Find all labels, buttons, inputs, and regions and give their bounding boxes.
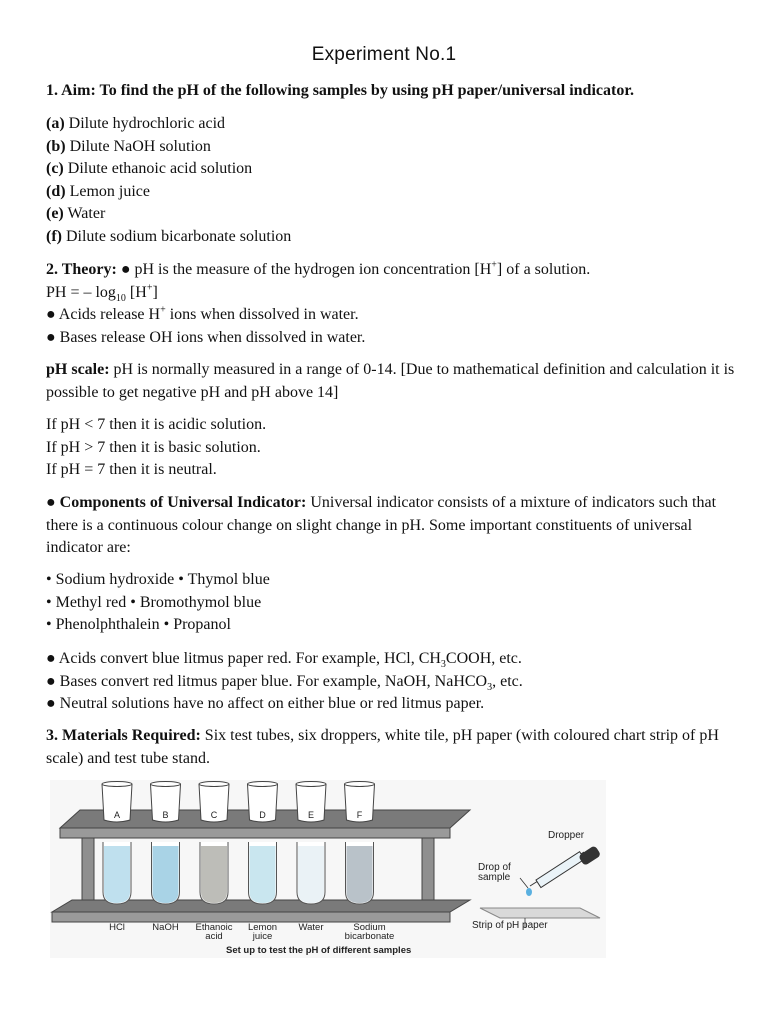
ph-scale-label: pH scale: (46, 361, 110, 378)
sample-list (46, 113, 736, 249)
constituent-line: • Methyl red • Bromothymol blue (46, 593, 262, 611)
ph-conditions (46, 414, 736, 482)
litmus-section (46, 648, 736, 716)
test-tube (297, 842, 325, 904)
sample-item-a: (a) Dilute hydrochloric acid (46, 115, 226, 132)
sample-liquid (250, 846, 276, 903)
beaker-icon (199, 782, 229, 823)
sample-item-e: (e) Water (46, 205, 106, 223)
sample-liquid (201, 846, 227, 903)
beaker-icon (102, 782, 132, 823)
aim-heading: 1. Aim: To find the pH of the following samples by using pH paper/universal indicator. (46, 82, 634, 99)
theory-line: 2. Theory: ● pH is the measure of the hydrogen ion concentration [H+] of a solution. (46, 259, 591, 278)
beaker-letter: F (356, 810, 363, 820)
beaker-icon (345, 782, 375, 823)
tube-label: Sodium (353, 922, 386, 933)
tube-label: HCl (109, 922, 125, 933)
materials-text: Six test tubes, six droppers, white tile, pH paper (with coloured chart strip of pH scale) and test tube stand. (46, 727, 719, 767)
sample-liquid (153, 846, 179, 903)
ph-formula: PH = – $\log_{10} [H^+]$ (46, 282, 158, 304)
page-title: Experiment No.1 (311, 44, 457, 65)
sample-liquid (347, 846, 373, 903)
test-tube (152, 842, 180, 904)
litmus-neutral-line: ● Neutral solutions have no affect on either blue or red litmus paper. (46, 695, 485, 713)
sample-item-d: (d) Lemon juice (46, 182, 150, 200)
beaker-icon (248, 782, 278, 823)
dropper-label: Dropper (548, 830, 585, 841)
beaker-icon (296, 782, 326, 823)
drop-label-line2: sample (478, 872, 511, 883)
beaker-letter: D (259, 810, 266, 820)
test-tube-setup-figure (50, 780, 606, 958)
tube-label: juice (252, 931, 273, 942)
components-section (46, 492, 736, 560)
components-text: Universal indicator consists of a mixture of indicators such that there is a continuous colour change on slight change in pH. Some important constituents of universal indicator are: (46, 494, 717, 557)
condition-neutral: If pH = 7 then it is neutral. (46, 461, 217, 479)
beaker-letter: E (307, 810, 315, 820)
sample-liquid (298, 846, 324, 903)
tube-label: Ethanoic (195, 922, 233, 933)
tube-label: Lemon (247, 922, 278, 933)
tube-label: NaOH (152, 922, 179, 933)
condition-basic: If pH > 7 then it is basic solution. (46, 438, 261, 456)
tube-label: Water (298, 922, 324, 933)
test-tube (346, 842, 374, 904)
materials-label: 3. Materials Required: (46, 727, 201, 744)
ph-paper-strip (480, 908, 600, 918)
litmus-acids-line: ● Acids convert blue litmus paper red. For example, HCl, $CH_3COOH$, etc. (46, 650, 522, 671)
condition-acidic: If pH < 7 then it is acidic solution. (46, 416, 267, 433)
litmus-bases-line: ● Bases convert red litmus paper blue. For example, NaOH, NaHCO$_3$, etc. (46, 672, 523, 693)
constituent-line: • Phenolphthalein • Propanol (46, 616, 231, 634)
theory-section (46, 259, 736, 349)
beaker-letter: A (113, 810, 121, 820)
drop-label-line1: Drop of (478, 862, 511, 873)
tube-label: bicarbonate (344, 931, 395, 942)
aim-section (46, 80, 736, 103)
ph-scale-text: pH is normally measured in a range of 0-14. [Due to mathematical definition and calculation it is possible to get negative pH and pH above 14] (46, 361, 735, 401)
sample-item-b: (b) Dilute NaOH solution (46, 137, 211, 155)
beaker-letter: C (210, 810, 218, 820)
sample-liquid (104, 846, 130, 903)
sample-item-f: (f) Dilute sodium bicarbonate solution (46, 227, 292, 245)
beaker-letter: B (162, 810, 169, 820)
bases-release-line: ● Bases release OH ions when dissolved in water. (46, 328, 366, 346)
sample-item-c: (c) Dilute ethanoic acid solution (46, 160, 253, 178)
beaker-icon (151, 782, 181, 823)
constituent-list (46, 569, 736, 637)
test-tube (249, 842, 277, 904)
test-tube (103, 842, 131, 904)
strip-label: Strip of pH paper (472, 920, 548, 931)
acids-release-line: ● Acids release H+ ions when dissolved in water. (46, 304, 359, 324)
figure-caption: Set up to test the pH of different samples (226, 945, 412, 956)
components-label: ● Components of Universal Indicator: (46, 494, 307, 511)
test-tube (200, 842, 228, 904)
tube-label: acid (205, 931, 223, 942)
ph-scale-section (46, 359, 736, 404)
constituent-line: • Sodium hydroxide • Thymol blue (46, 571, 270, 588)
materials-section (46, 725, 736, 770)
